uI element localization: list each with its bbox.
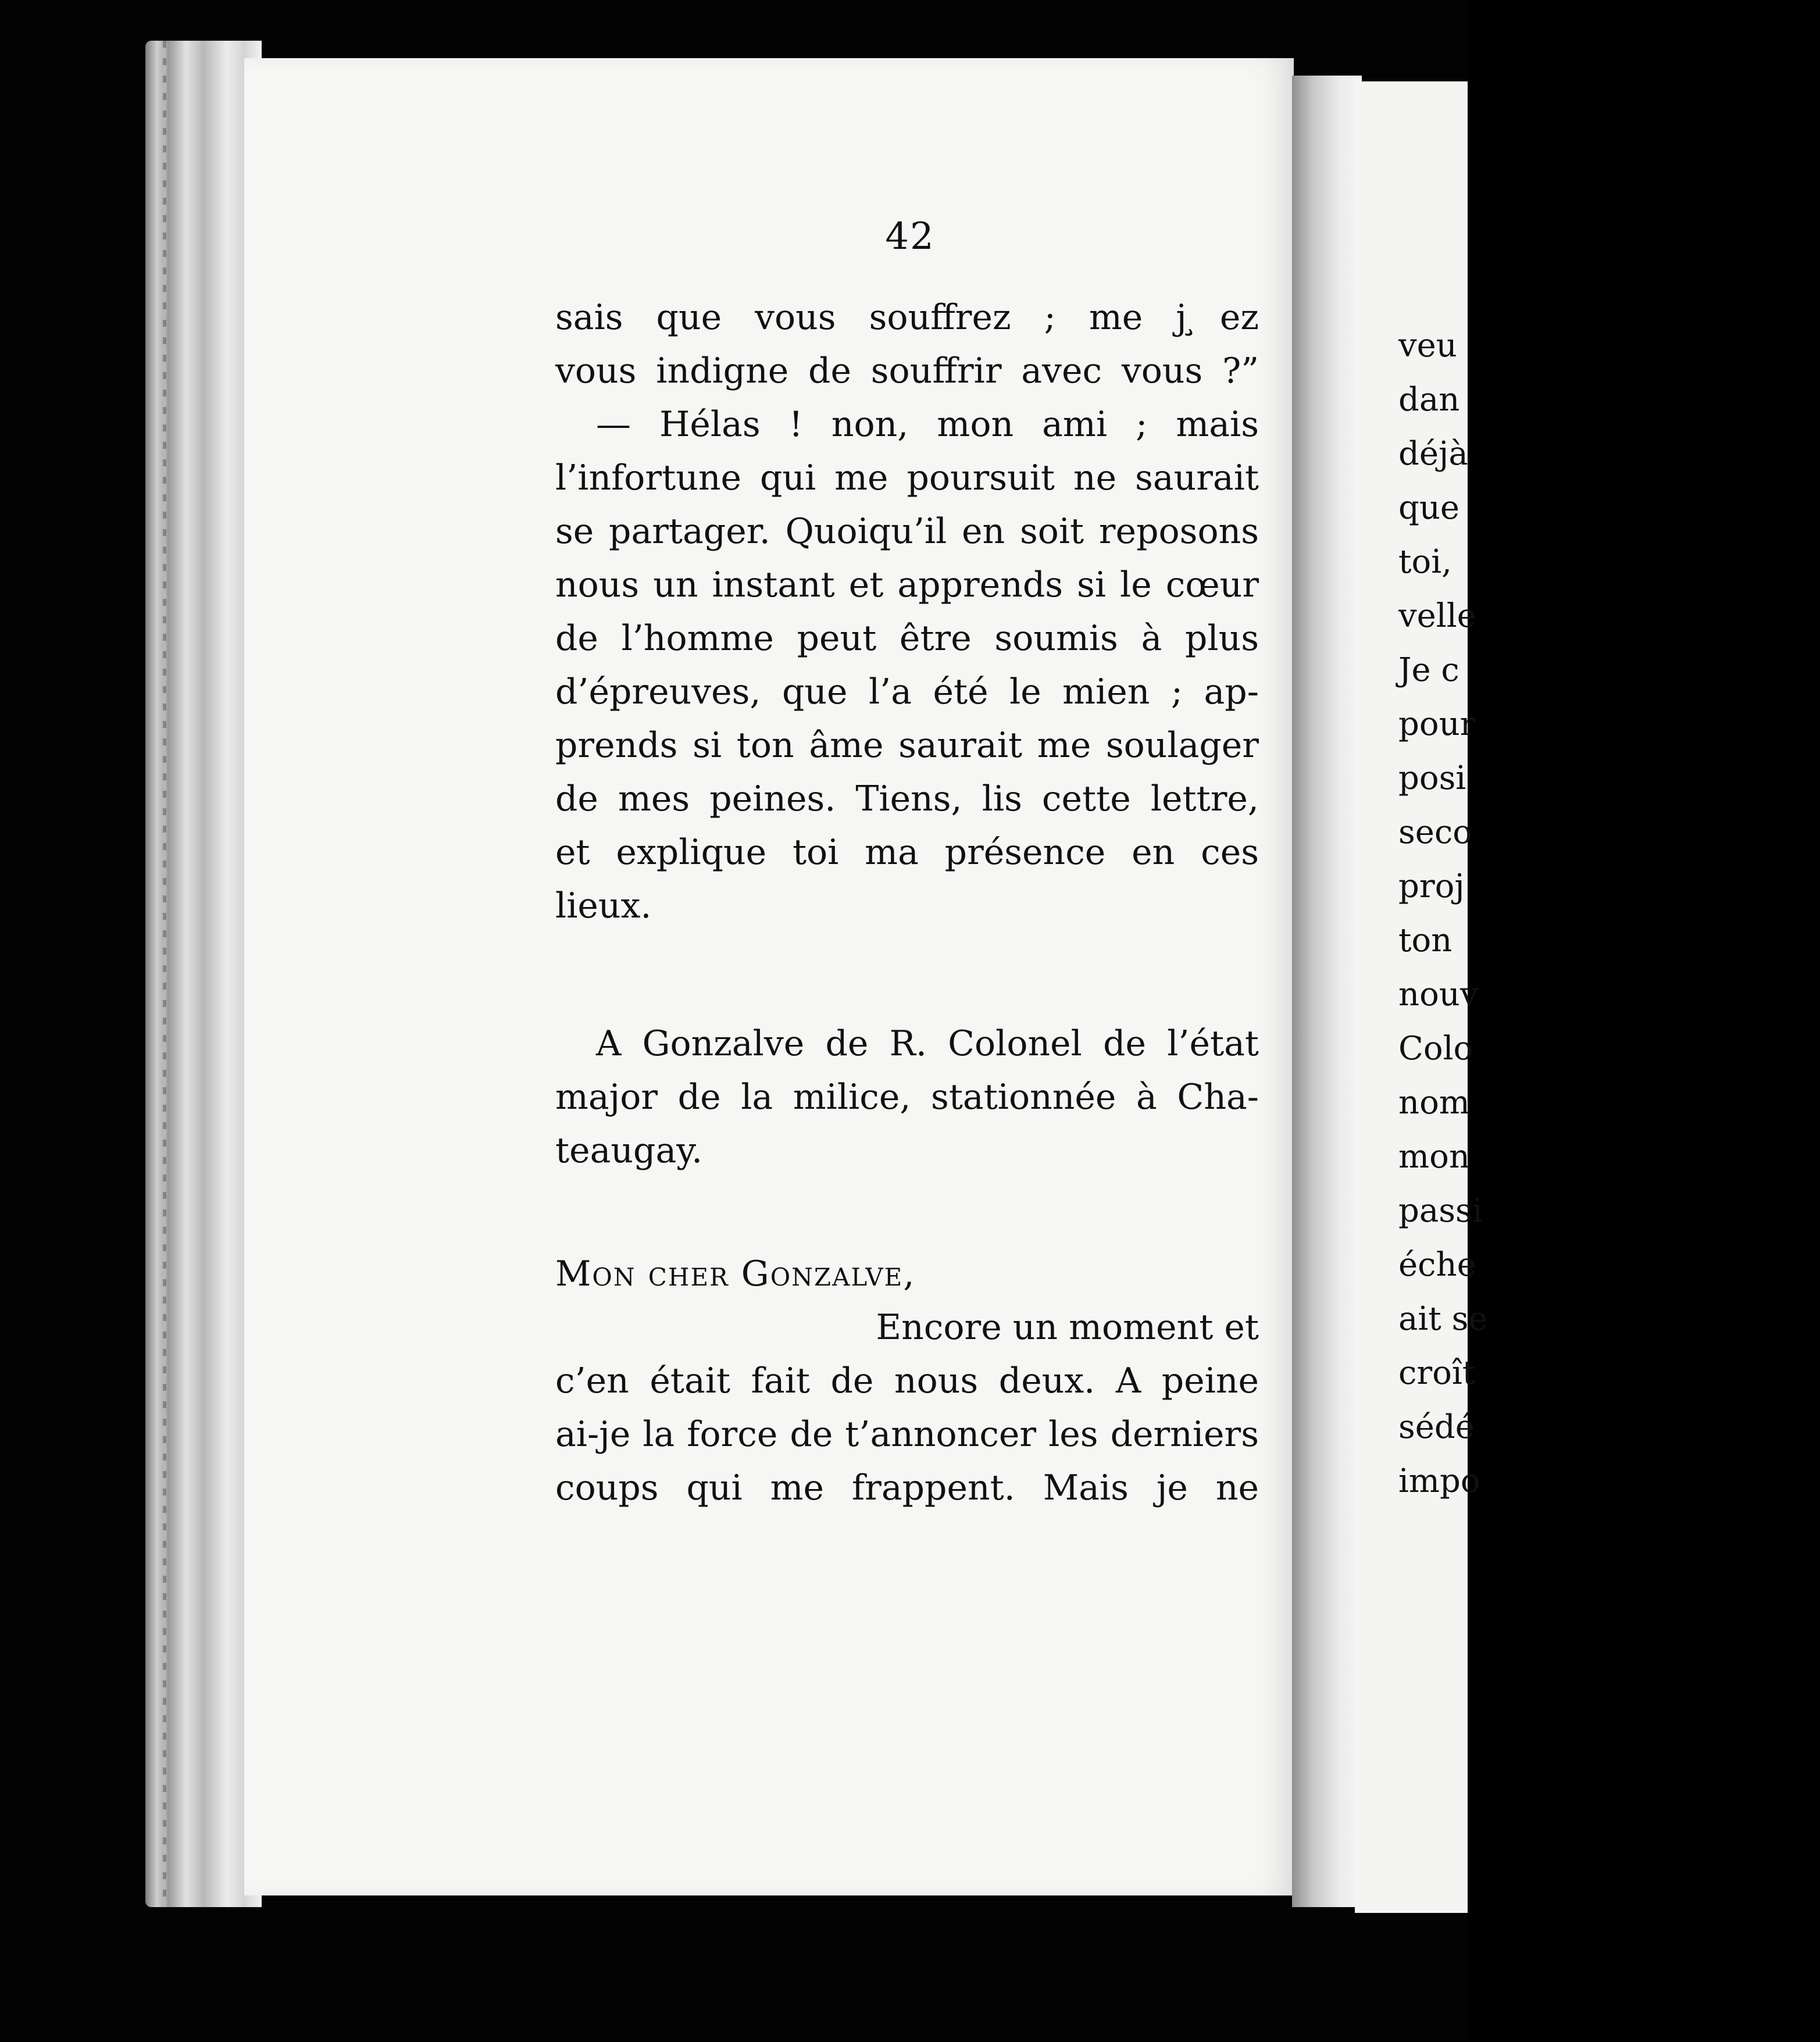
letter-line: coups qui me frappent. Mais je ne xyxy=(555,1468,1259,1508)
page-number: 42 xyxy=(885,215,935,258)
facing-line: impo xyxy=(1398,1462,1480,1500)
letter-line: c’en était fait de nous deux. A peine xyxy=(555,1361,1259,1401)
facing-line: nouv xyxy=(1398,976,1479,1013)
text-line: de l’homme peut être soumis à plus xyxy=(555,618,1259,659)
facing-line: ait se xyxy=(1398,1300,1488,1338)
address-line: major de la milice, stationnée à Cha- xyxy=(555,1077,1259,1118)
text-line: nous un instant et apprends si le cœur xyxy=(555,565,1259,605)
facing-line: nom xyxy=(1398,1084,1470,1122)
salutation: Mon cher Gonzalve, xyxy=(555,1254,916,1294)
paragraph-gap xyxy=(555,933,1259,1017)
facing-line: toi, xyxy=(1398,543,1452,581)
page-body-text xyxy=(555,291,1259,1515)
facing-line: Je c xyxy=(1398,651,1459,689)
facing-line: proj xyxy=(1398,868,1465,905)
text-line: se partager. Quoiqu’il en soit reposons xyxy=(555,511,1259,552)
facing-line: sédé xyxy=(1398,1408,1475,1446)
text-line: et explique toi ma présence en ces xyxy=(555,832,1259,873)
facing-line: éche xyxy=(1398,1246,1476,1284)
facing-line: mon xyxy=(1398,1138,1470,1176)
facing-line: croît xyxy=(1398,1354,1476,1392)
book-gutter xyxy=(1292,76,1362,1907)
text-line: vous indigne de souffrir avec vous ?” xyxy=(555,351,1259,391)
facing-line: que xyxy=(1398,489,1460,527)
facing-line: seco xyxy=(1398,813,1472,851)
facing-line: passi xyxy=(1398,1192,1483,1230)
text-line: de mes peines. Tiens, lis cette lettre, xyxy=(555,779,1259,819)
facing-page-text xyxy=(1398,319,1488,1508)
text-line: l’infortune qui me poursuit ne saurait xyxy=(555,458,1259,498)
facing-line: ton xyxy=(1398,922,1453,959)
facing-line: déjà xyxy=(1398,435,1468,473)
facing-line: dan xyxy=(1398,381,1460,419)
text-line: — Hélas ! non, mon ami ; mais xyxy=(596,404,1259,445)
text-line: sais que vous souffrez ; me j ̧ez xyxy=(555,297,1259,338)
address-line: teaugay. xyxy=(555,1130,703,1171)
letter-line: Encore un moment et xyxy=(876,1307,1259,1348)
text-line: d’épreuves, que l’a été le mien ; ap- xyxy=(555,672,1259,712)
text-line: lieux. xyxy=(555,886,652,926)
text-line: prends si ton âme saurait me soulager xyxy=(555,725,1259,766)
facing-line: velle xyxy=(1398,597,1476,635)
facing-line: posi xyxy=(1398,759,1466,797)
facing-line: veu xyxy=(1398,327,1457,365)
facing-line: pour xyxy=(1398,705,1476,743)
address-line: A Gonzalve de R. Colonel de l’état xyxy=(596,1023,1259,1064)
letter-line: ai-je la force de t’annoncer les derniers xyxy=(555,1414,1259,1455)
facing-line: Colo xyxy=(1398,1030,1473,1068)
paragraph-gap xyxy=(555,1177,1259,1247)
